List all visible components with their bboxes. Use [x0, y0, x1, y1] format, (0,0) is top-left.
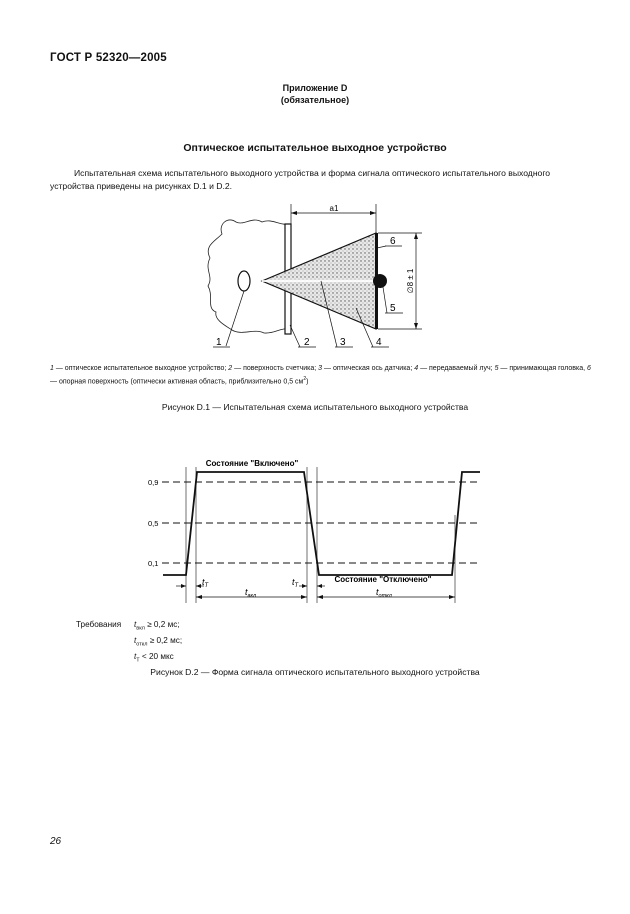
state-off-label: Состояние "Отключено"	[334, 575, 432, 584]
page-number: 26	[50, 836, 62, 847]
t-on-label: $t_{вкл}$	[245, 587, 257, 599]
diameter-label: ∅8 ± 1	[406, 268, 415, 294]
figure-d1-legend: 1 — оптическое испытательное выходное устройство; 2 — поверхность счетчика; 3 — оптическая ось датчика; 4 — передаваемый луч; 5 — принимающая головка, 6 — опорная поверхность (оптически активная область, приблизительно 0,5 $см^2$)	[50, 365, 591, 386]
callout-5: 5	[390, 303, 396, 314]
figure-d1-diagram	[0, 200, 630, 362]
level-label-0-5: 0,5	[148, 519, 159, 528]
requirement-on: Требования $t_{вкл} \ge 0,2$ мс;	[76, 620, 180, 632]
requirement-rise: $t_Т < 20$ мкс	[134, 652, 174, 665]
document-header: ГОСТ Р 52320—2005	[50, 52, 167, 64]
intro-paragraph: Испытательная схема испытательного выходного устройства и форма сигнала оптического испытательного выходного устройства приведены на рисунках D.1 и D.2.	[50, 168, 551, 191]
callout-2: 2	[304, 337, 310, 348]
figure-d2-caption: Рисунок D.2 — Форма сигнала оптического испытательного выходного устройства	[150, 667, 480, 677]
dimension-a1-label: a1	[329, 204, 339, 213]
section-title: Оптическое испытательное выходное устройство	[183, 142, 447, 154]
t-rise-label-left: $t_Т$	[202, 577, 209, 589]
receiving-head	[373, 274, 387, 288]
requirement-off: $t_{откл} \ge 0,2$ мс;	[134, 636, 183, 648]
t-off-label: $t_{откл}$	[376, 587, 392, 599]
state-on-label: Состояние "Включено"	[205, 459, 299, 468]
signal-waveform	[163, 472, 480, 575]
level-label-0-1: 0,1	[148, 559, 159, 568]
level-label-0-9: 0,9	[148, 478, 159, 487]
annex-status: (обязательное)	[280, 95, 350, 105]
callout-3: 3	[340, 337, 346, 348]
callout-6: 6	[390, 236, 396, 247]
callout-4: 4	[376, 337, 382, 348]
optical-output-ellipse	[238, 271, 250, 291]
callout-1: 1	[216, 337, 222, 348]
figure-d2-waveform	[0, 455, 630, 605]
requirements-block	[76, 619, 182, 668]
figure-d1-caption: Рисунок D.1 — Испытательная схема испытательного выходного устройства	[161, 402, 469, 412]
annex-title: Приложение D	[282, 83, 348, 93]
t-rise-label-right: $t_Т$	[292, 577, 299, 589]
